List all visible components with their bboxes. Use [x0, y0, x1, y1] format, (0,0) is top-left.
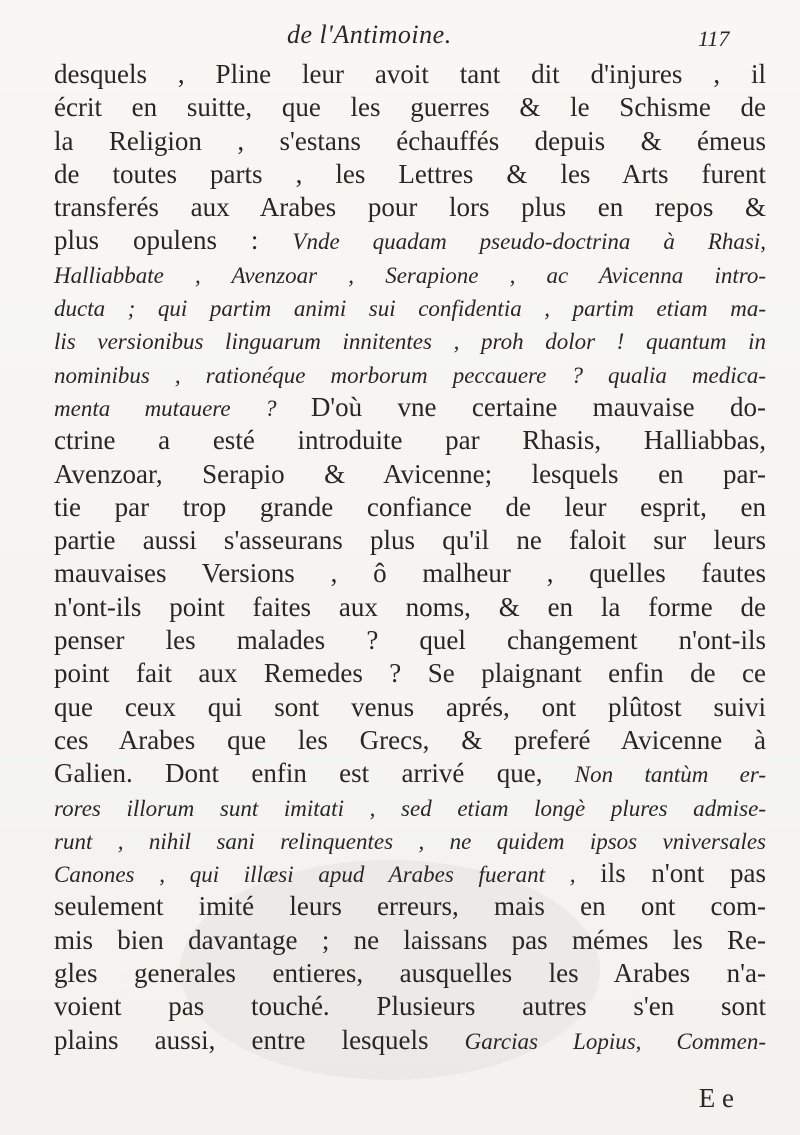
text-line	[54, 691, 766, 724]
footer	[54, 1083, 766, 1120]
latin-quotation: rores illorum sunt imitati , sed etiam longè plures admise-	[54, 795, 766, 821]
catchword: E e	[698, 1083, 734, 1113]
latin-quotation: Garcias Lopius, Commen-	[464, 1028, 766, 1054]
french-text: ces Arabes que les Grecs, & preferé Avicenne à	[54, 724, 766, 755]
text-line	[54, 424, 766, 457]
latin-quotation: Canones , qui illæsi apud Arabes fuerant ,	[54, 862, 601, 888]
french-text: tie par trop grande confiance de leur esprit, en	[54, 491, 766, 522]
text-line	[54, 391, 766, 424]
french-text: D'où vne certaine mauvaise do-	[310, 391, 766, 422]
text-line	[54, 91, 766, 124]
text-line	[54, 624, 766, 657]
text-line	[54, 58, 766, 91]
french-text: transferés aux Arabes pour lors plus en repos &	[54, 192, 766, 223]
latin-quotation: nominibus , rationéque morborum peccauere ? qualia medica-	[54, 362, 766, 388]
french-text: écrit en suitte, que les guerres & le Schisme de	[54, 92, 766, 123]
text-line	[54, 957, 766, 990]
text-line	[54, 1024, 766, 1057]
text-line	[54, 757, 766, 790]
french-text: n'ont-ils point faites aux noms, & en la forme de	[54, 591, 766, 622]
text-line	[54, 358, 766, 391]
french-text: gles generales entieres, ausquelles les Arabes n'a-	[54, 958, 766, 989]
text-line	[54, 890, 766, 923]
french-text: partie aussi s'asseurans plus qu'il ne faloit sur leurs	[54, 525, 766, 556]
text-line	[54, 924, 766, 957]
text-line	[54, 724, 766, 757]
text-line	[54, 990, 766, 1023]
text-line	[54, 491, 766, 524]
text-line	[54, 191, 766, 224]
text-line	[54, 591, 766, 624]
latin-quotation: Halliabbate , Avenzoar , Serapione , ac Avicenna intro-	[54, 262, 766, 288]
french-text: que ceux qui sont venus aprés, ont plûtost suivi	[54, 691, 766, 722]
text-line	[54, 258, 766, 291]
text-line	[54, 125, 766, 158]
french-text: Avenzoar, Serapio & Avicenne; lesquels en par-	[54, 458, 766, 489]
french-text: la Religion , s'estans échauffés depuis & émeus	[54, 125, 766, 156]
text-line	[54, 224, 766, 257]
text-line	[54, 857, 766, 890]
running-head	[0, 14, 800, 54]
french-text: mauvaises Versions , ô malheur , quelles fautes	[54, 558, 766, 589]
running-title: de l'Antimoine.	[287, 20, 452, 49]
french-text: voient pas touché. Plusieurs autres s'en sont	[54, 991, 766, 1022]
text-line	[54, 524, 766, 557]
latin-quotation: runt , nihil sani relinquentes , ne quidem ipsos vniversales	[54, 828, 766, 854]
french-text: mis bien davantage ; ne laissans pas mémes les Re-	[54, 924, 766, 955]
body-text	[54, 58, 766, 1057]
text-line	[54, 458, 766, 491]
french-text: de toutes parts , les Lettres & les Arts furent	[54, 158, 766, 189]
text-line	[54, 324, 766, 357]
latin-quotation: ducta ; qui partim animi sui confidentia , partim etiam ma-	[54, 296, 766, 322]
text-line	[54, 657, 766, 690]
text-line	[54, 791, 766, 824]
latin-quotation: Non tantùm er-	[574, 762, 767, 788]
french-text: point fait aux Remedes ? Se plaignant enfin de ce	[54, 658, 766, 689]
latin-quotation: lis versionibus linguarum innitentes , proh dolor ! quantum in	[54, 329, 766, 355]
french-text: desquels , Pline leur avoit tant dit d'injures , il	[54, 59, 766, 89]
latin-quotation: menta mutauere ?	[54, 395, 311, 421]
text-line	[54, 557, 766, 590]
text-line	[54, 291, 766, 324]
french-text: ctrine a esté introduite par Rhasis, Halliabbas,	[54, 425, 766, 456]
french-text: plus opulens :	[54, 225, 293, 256]
latin-quotation: Vnde quadam pseudo-doctrina à Rhasi,	[292, 229, 766, 255]
french-text: seulement imité leurs erreurs, mais en ont com-	[54, 891, 766, 922]
french-text: plains aussi, entre lesquels	[54, 1024, 465, 1055]
text-line	[54, 824, 766, 857]
french-text: ils n'ont pas	[600, 858, 766, 889]
text-line	[54, 158, 766, 191]
page-number: 117	[698, 26, 730, 51]
french-text: penser les malades ? quel changement n'ont-ils	[54, 625, 766, 656]
french-text: Galien. Dont enfin est arrivé que,	[54, 758, 575, 789]
